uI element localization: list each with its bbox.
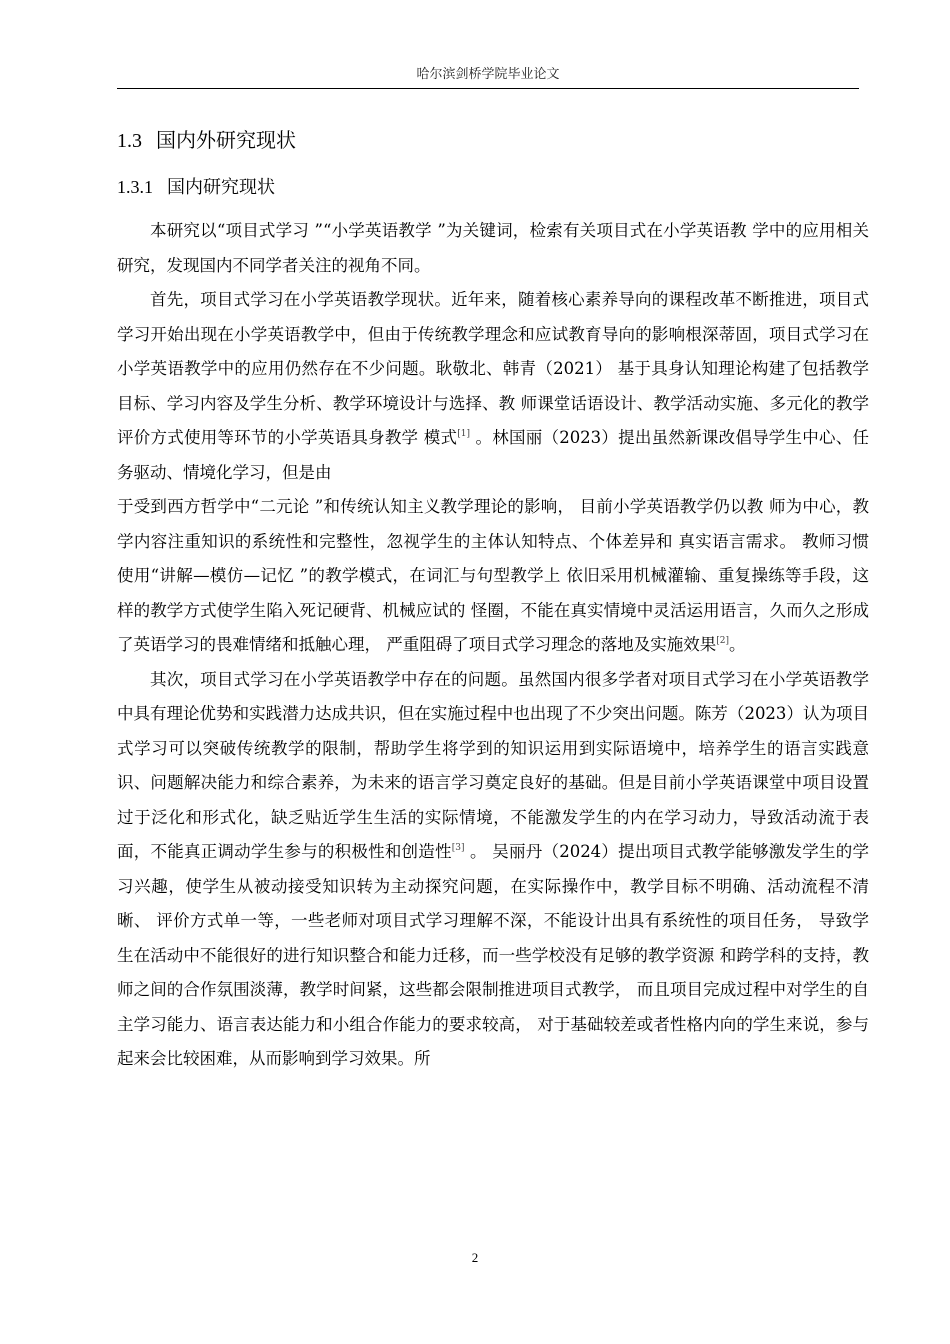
paragraph-text: 本研究以“项目式学习 ”“小学英语教学 ”为关键词，检索有关项目式在小学英语教 学中的应用相关研究，发现国内不同学者关注的视角不同。 (117, 221, 869, 275)
citation-marker: [2] (716, 636, 729, 646)
header-rule (117, 88, 859, 89)
section-number: 1.3 (117, 130, 142, 152)
paragraph-tail: 。林国丽（2023）提出虽然新课改倡导学生中心、任务驱动、情境化学习，但是由 (117, 428, 869, 482)
paragraph-text: 首先，项目式学习在小学英语教学现状。近年来，随着核心素养导向的课程改革不断推进，项目式学习开始出现在小学英语教学中，但由于传统教学理念和应试教育导向的影响根深蒂固，项目式学习在小学英语教学中的应用仍然存在不少问题。耿敬北、韩青（2021） 基于具身认知理论构建了包括教学目标、学习内容及学生分析、教学环境设计与选择、教 师课堂话语设计、教学活动实施、多元化的教学评价方式使用等环节的小学英语具身教学 模式 (117, 290, 869, 447)
section-heading (117, 126, 296, 155)
subsection-heading (117, 174, 275, 201)
paragraph-continuation (117, 490, 869, 663)
section-title: 国内外研究现状 (156, 128, 296, 152)
paragraph-text: 于受到西方哲学中“二元论 ”和传统认知主义教学理论的影响， 目前小学英语教学仍以教 师为中心，教学内容注重知识的系统性和完整性，忽视学生的主体认知特点、个体差异和 真实语言需求。 教师习惯使用“讲解—模仿—记忆 ”的教学模式，在词汇与句型教学上 依旧采用机械灌输、重复操练等手段，这样的教学方式使学生陷入死记硬背、机械应试的 怪圈，不能在真实情境中灵活运用语言，久而久之形成了英语学习的畏难情绪和抵触心理， 严重阻碍了项目式学习理念的落地及实施效果 (117, 497, 869, 654)
paragraph-tail: 。 吴丽丹（2024）提出项目式教学能够激发学生的学习兴趣，使学生从被动接受知识转为主动探究问题，在实际操作中，教学目标不明确、活动流程不清晰、 评价方式单一等，一些老师对项目式学习理解不深，不能设计出具有系统性的项目任务， 导致学生在活动中不能很好的进行知识整合和能力迁移，而一些学校没有足够的教学资源 和跨学科的支持，教师之间的合作氛围淡薄，教学时间紧，这些都会限制推进项目式教学， 而且项目完成过程中对学生的自主学习能力、语言表达能力和小组合作能力的要求较高， 对于基础较差或者性格内向的学生来说，参与起来会比较困难，从而影响到学习效果。所 (117, 842, 870, 1068)
citation-marker: [3] (451, 843, 465, 853)
paragraph-text: 其次，项目式学习在小学英语教学中存在的问题。虽然国内很多学者对项目式学习在小学英语教学中具有理论优势和实践潜力达成共识，但在实施过程中也出现了不少突出问题。陈芳（2023）认为项目式学习可以突破传统教学的限制，帮助学生将学到的知识运用到实际语境中，培养学生的语言实践意识、问题解决能力和综合素养，为未来的语言学习奠定良好的基础。但是目前小学英语课堂中项目设置过于泛化和形式化，缺乏贴近学生生活的实际情境，不能激发学生的内在学习动力，导致活动流于表面，不能真正调动学生参与的积极性和创造性 (117, 669, 869, 861)
subsection-title: 国内研究现状 (167, 177, 275, 198)
subsection-number: 1.3.1 (117, 177, 153, 197)
paragraph-status (117, 283, 869, 490)
paragraph-intro (117, 214, 869, 283)
running-header: 哈尔滨剑桥学院毕业论文 (416, 67, 560, 82)
body-text (117, 214, 869, 1077)
paragraph-tail: 。 (729, 635, 746, 654)
citation-marker: [1] (457, 429, 471, 439)
page-number: 2 (471, 1250, 479, 1265)
paragraph-problems (117, 663, 869, 1077)
